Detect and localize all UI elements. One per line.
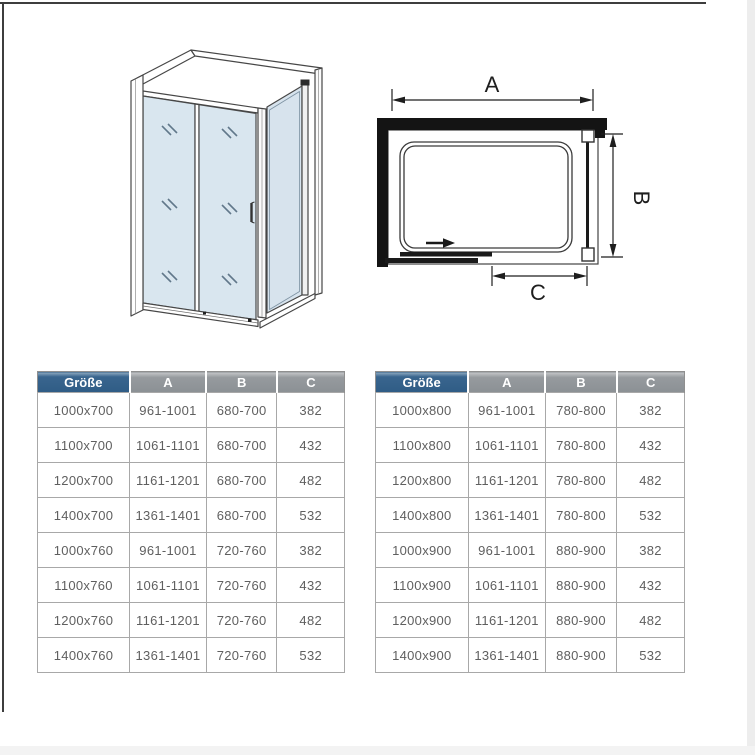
table-row <box>376 463 685 498</box>
table-cell: 961-1001 <box>468 533 545 568</box>
table-cell: 482 <box>617 603 685 638</box>
table-cell: 961-1001 <box>130 393 207 428</box>
table-cell: 1400x800 <box>376 498 469 533</box>
table-cell: 1061-1101 <box>468 568 545 603</box>
column-header-dim: C <box>617 372 685 393</box>
table-row <box>38 533 345 568</box>
table-cell: 382 <box>617 533 685 568</box>
table-row <box>376 498 685 533</box>
table-row <box>38 463 345 498</box>
table-cell: 1400x760 <box>38 638 130 673</box>
size-table-800-900 <box>375 371 685 673</box>
table-cell: 382 <box>277 533 345 568</box>
side-glass-panel <box>267 86 302 313</box>
side-panel-plan <box>582 130 594 261</box>
table-cell: 1161-1201 <box>468 463 545 498</box>
table-cell: 1361-1401 <box>468 498 545 533</box>
table-cell: 961-1001 <box>130 533 207 568</box>
table-cell: 1200x700 <box>38 463 130 498</box>
left-wall <box>377 118 388 267</box>
table-cell: 780-800 <box>545 463 616 498</box>
table-cell: 680-700 <box>206 428 277 463</box>
table-cell: 1100x760 <box>38 568 130 603</box>
dimension-a-label: A <box>484 72 500 97</box>
table-cell: 1100x900 <box>376 568 469 603</box>
table-cell: 1361-1401 <box>468 638 545 673</box>
sliding-door-panel <box>400 252 492 257</box>
size-table-700-760 <box>37 371 345 673</box>
table-cell: 1361-1401 <box>130 638 207 673</box>
table-cell: 1200x900 <box>376 603 469 638</box>
table-cell: 1000x900 <box>376 533 469 568</box>
table-cell: 1061-1101 <box>130 428 207 463</box>
table-cell: 1200x760 <box>38 603 130 638</box>
table-row <box>376 428 685 463</box>
top-wall <box>377 118 607 130</box>
table-row <box>376 393 685 428</box>
table-cell: 432 <box>277 428 345 463</box>
table-cell: 680-700 <box>206 463 277 498</box>
wall-bracket <box>582 248 594 261</box>
table-cell: 1400x900 <box>376 638 469 673</box>
table-cell: 1000x800 <box>376 393 469 428</box>
table-cell: 1200x800 <box>376 463 469 498</box>
table-cell: 1361-1401 <box>130 498 207 533</box>
table-cell: 880-900 <box>545 533 616 568</box>
table-row <box>376 638 685 673</box>
table-cell: 482 <box>277 603 345 638</box>
column-header-size: Größe <box>376 372 469 393</box>
table-cell: 1000x700 <box>38 393 130 428</box>
table-cell: 1100x800 <box>376 428 469 463</box>
frame-top-border <box>0 2 706 4</box>
column-header-size: Größe <box>38 372 130 393</box>
table-row <box>38 498 345 533</box>
column-header-dim: B <box>545 372 616 393</box>
table-cell: 680-700 <box>206 498 277 533</box>
table-cell: 382 <box>617 393 685 428</box>
table-cell: 1400x700 <box>38 498 130 533</box>
table-cell: 1100x700 <box>38 428 130 463</box>
table-row <box>38 568 345 603</box>
table-cell: 382 <box>277 393 345 428</box>
table-cell: 1061-1101 <box>130 568 207 603</box>
column-header-dim: A <box>130 372 207 393</box>
wall-bracket <box>582 130 594 142</box>
table-row <box>38 393 345 428</box>
dimension-c-label: C <box>530 280 546 305</box>
table-cell: 532 <box>277 638 345 673</box>
fixed-glass-panel <box>143 96 195 311</box>
table-cell: 532 <box>617 638 685 673</box>
sliding-glass-door <box>199 105 256 320</box>
column-header-dim: B <box>206 372 277 393</box>
table-row <box>376 533 685 568</box>
frame-left-border <box>2 2 4 712</box>
table-cell: 720-760 <box>206 603 277 638</box>
table-cell: 880-900 <box>545 638 616 673</box>
table-cell: 1061-1101 <box>468 428 545 463</box>
slide-direction-arrow-icon <box>426 238 455 248</box>
table-row <box>38 428 345 463</box>
table-cell: 680-700 <box>206 393 277 428</box>
plan-view-drawing <box>370 58 670 313</box>
table-cell: 720-760 <box>206 638 277 673</box>
table-cell: 880-900 <box>545 568 616 603</box>
table-cell: 1161-1201 <box>130 603 207 638</box>
post-cap <box>301 80 310 86</box>
table-row <box>38 638 345 673</box>
table-cell: 482 <box>617 463 685 498</box>
column-header-dim: A <box>468 372 545 393</box>
table-cell: 532 <box>277 498 345 533</box>
table-cell: 532 <box>617 498 685 533</box>
column-header-dim: C <box>277 372 345 393</box>
page-right-strip <box>747 0 755 755</box>
table-cell: 780-800 <box>545 428 616 463</box>
page-bottom-strip <box>0 746 755 755</box>
isometric-shower-drawing <box>110 35 345 335</box>
table-cell: 720-760 <box>206 533 277 568</box>
door-guide <box>203 312 206 315</box>
shower-tray <box>400 142 572 252</box>
table-cell: 482 <box>277 463 345 498</box>
dimension-b <box>601 134 623 257</box>
table-cell: 1161-1201 <box>468 603 545 638</box>
table-row <box>376 603 685 638</box>
table-cell: 432 <box>617 428 685 463</box>
table-row <box>38 603 345 638</box>
table-cell: 1161-1201 <box>130 463 207 498</box>
table-row <box>376 568 685 603</box>
table-cell: 780-800 <box>545 393 616 428</box>
fixed-door-panel <box>385 258 478 263</box>
table-cell: 432 <box>277 568 345 603</box>
table-cell: 720-760 <box>206 568 277 603</box>
dimension-b-label: B <box>629 190 654 206</box>
door-guide <box>248 319 252 323</box>
table-cell: 961-1001 <box>468 393 545 428</box>
enclosure-outline <box>388 130 598 264</box>
table-cell: 432 <box>617 568 685 603</box>
table-cell: 780-800 <box>545 498 616 533</box>
table-cell: 1000x760 <box>38 533 130 568</box>
table-cell: 880-900 <box>545 603 616 638</box>
